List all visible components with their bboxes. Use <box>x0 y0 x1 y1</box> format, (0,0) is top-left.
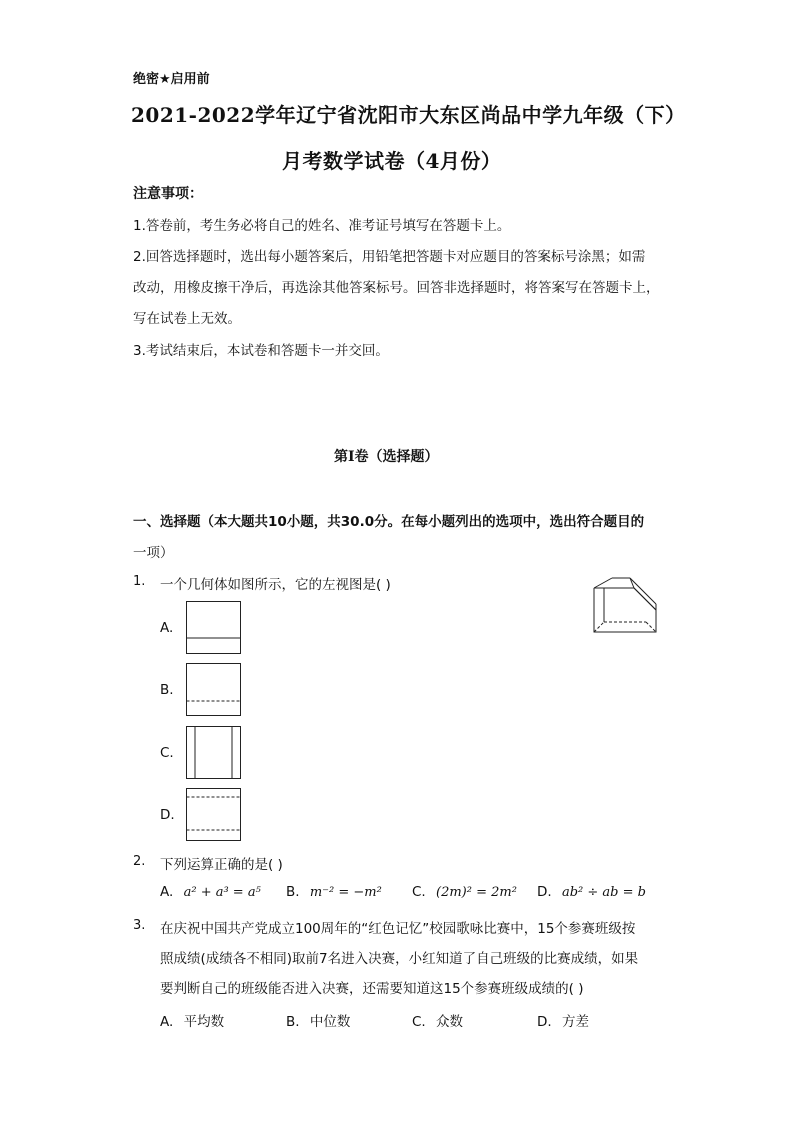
option-text: 众数 <box>436 1014 464 1030</box>
option-text: 平均数 <box>183 1014 225 1030</box>
confidential-label: 绝密★启用前 <box>133 72 210 87</box>
part-one-heading-line2: 一项） <box>133 545 174 561</box>
option-d-figure[interactable] <box>186 788 242 842</box>
exam-title-line2: 月考数学试卷（4月份） <box>282 149 502 173</box>
question-3-text-line2: 照成绩(成绩各不相同)取前7名进入决赛，小红知道了自己班级的比赛成绩，如果 <box>160 951 639 967</box>
question-1-option-d-label[interactable]: D. <box>160 807 175 823</box>
option-b-figure[interactable] <box>186 663 242 717</box>
solid-figure-diagram <box>590 574 662 636</box>
question-2-option-c[interactable] <box>412 884 517 900</box>
option-label: D. <box>537 884 552 900</box>
question-3-text-line1: 在庆祝中国共产党成立100周年的“红色记忆”校园歌咏比赛中，15个参赛班级按 <box>160 921 636 937</box>
notice-item-2-line3: 写在试卷上无效。 <box>133 311 241 327</box>
option-label: A. <box>160 884 174 900</box>
question-3-option-c[interactable] <box>412 1010 463 1030</box>
question-3-text-line3: 要判断自己的班级能否进入决赛，还需要知道这15个参赛班级成绩的( ) <box>160 981 584 997</box>
option-text: 方差 <box>561 1014 589 1030</box>
option-label: C. <box>412 1014 426 1030</box>
question-2-option-a[interactable] <box>160 884 261 900</box>
notice-item-2-line1: 2.回答选择题时，选出每小题答案后，用铅笔把答题卡对应题目的答案标号涂黑；如需 <box>133 249 646 265</box>
option-expression: ab² ÷ ab = b <box>561 885 646 900</box>
exam-title-line1: 2021-2022学年辽宁省沈阳市大东区尚品中学九年级（下） <box>131 103 686 127</box>
question-1-option-b-label[interactable]: B. <box>160 682 174 698</box>
option-expression: a² + a³ = a⁵ <box>183 885 261 900</box>
question-1-number: 1. <box>133 574 146 589</box>
option-label: B. <box>286 1014 300 1030</box>
question-2-option-d[interactable] <box>537 884 646 900</box>
option-label: B. <box>286 884 300 900</box>
question-2-text: 下列运算正确的是( ) <box>160 857 283 873</box>
part-one-heading-line1: 一、选择题（本大题共10小题，共30.0分。在每小题列出的选项中，选出符合题目的 <box>133 514 645 530</box>
question-1-option-c-label[interactable]: C. <box>160 745 174 761</box>
question-1-text: 一个几何体如图所示，它的左视图是( ) <box>160 577 391 593</box>
option-text: 中位数 <box>309 1014 351 1030</box>
question-2-option-b[interactable] <box>286 884 382 900</box>
question-2-number: 2. <box>133 854 146 869</box>
question-3-option-d[interactable] <box>537 1010 589 1030</box>
option-label: D. <box>537 1014 552 1030</box>
option-label: C. <box>412 884 426 900</box>
option-expression: (2m)² = 2m² <box>436 885 517 900</box>
notice-item-2-line2: 改动，用橡皮擦干净后，再选涂其他答案标号。回答非选择题时，将答案写在答题卡上， <box>133 280 660 296</box>
question-3-number: 3. <box>133 918 146 933</box>
option-expression: m⁻² = −m² <box>309 885 382 900</box>
option-c-figure[interactable] <box>186 726 242 780</box>
question-1-option-a-label[interactable]: A. <box>160 620 174 636</box>
section-title: 第I卷（选择题） <box>334 449 439 465</box>
question-3-option-a[interactable] <box>160 1010 224 1030</box>
notice-heading: 注意事项： <box>133 186 203 202</box>
option-a-figure[interactable] <box>186 601 242 655</box>
question-3-option-b[interactable] <box>286 1010 350 1030</box>
option-label: A. <box>160 1014 174 1030</box>
notice-item-1: 1.答卷前，考生务必将自己的姓名、准考证号填写在答题卡上。 <box>133 218 511 234</box>
notice-item-3: 3.考试结束后，本试卷和答题卡一并交回。 <box>133 343 389 359</box>
